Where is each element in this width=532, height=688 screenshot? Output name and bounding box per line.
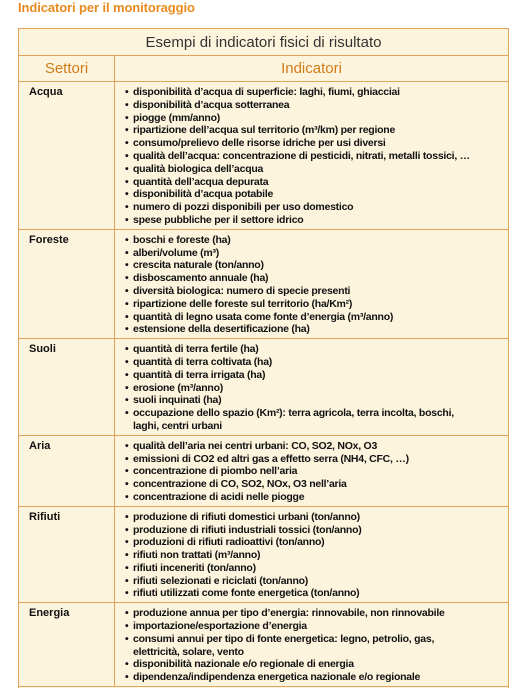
indicator-item: • ripartizione delle foreste sul territorio (ha/Km²) [125,298,508,311]
indicator-item: • emissioni di CO2 ed altri gas a effetto serra (NH4, CFC, …) [125,453,508,466]
indicator-item: • qualità biologica dell’acqua [125,163,508,176]
indicator-item: • disponibilità d’acqua di superficie: laghi, fiumi, ghiacciai [125,86,508,99]
indicator-item: • diversità biologica: numero di specie presenti [125,285,508,298]
indicator-list [115,436,508,506]
sector-label: Acqua [19,82,115,229]
indicator-item: • quantità di terra coltivata (ha) [125,356,508,369]
indicator-list [115,82,508,229]
indicator-item: • boschi e foreste (ha) [125,234,508,247]
indicator-item: • numero di pozzi disponibili per uso domestico [125,201,508,214]
indicator-item: • rifiuti inceneriti (ton/anno) [125,562,508,575]
indicator-list [115,507,508,603]
indicators-table [18,28,509,688]
indicator-item: • disponibilità nazionale e/o regionale di energia [125,658,508,671]
header-sectors: Settori [19,56,115,81]
indicator-item: • occupazione dello spazio (Km²): terra agricola, terra incolta, boschi, laghi, centri urbani [125,407,508,433]
page-title: Indicatori per il monitoraggio [18,0,195,15]
indicator-item: • importazione/esportazione d’energia [125,620,508,633]
indicator-item: • produzione annua per tipo d’energia: rinnovabile, non rinnovabile [125,607,508,620]
table-row [19,82,508,230]
table-row [19,603,508,687]
indicator-item: • produzione di rifiuti domestici urbani (ton/anno) [125,511,508,524]
table-caption: Esempi di indicatori fisici di risultato [19,29,508,56]
indicator-list [115,339,508,435]
indicator-item: • quantità dell’acqua depurata [125,176,508,189]
indicator-item: • produzione di rifiuti industriali tossici (ton/anno) [125,524,508,537]
table-row [19,436,508,507]
indicator-item: • concentrazione di acidi nelle piogge [125,491,508,504]
indicator-item: • consumi annui per tipo di fonte energetica: legno, petrolio, gas, elettricità, solare, vento [125,633,508,659]
indicator-item: • rifiuti utilizzati come fonte energetica (ton/anno) [125,587,508,600]
sector-label: Rifiuti [19,507,115,603]
table-row [19,230,508,339]
indicator-item: • erosione (m³/anno) [125,382,508,395]
indicator-item: • piogge (mm/anno) [125,112,508,125]
table-row [19,507,508,604]
indicator-item: • disponibilità d’acqua sotterranea [125,99,508,112]
indicator-list [115,230,508,338]
indicator-item: • qualità dell’aria nei centri urbani: CO, SO2, NOx, O3 [125,440,508,453]
table-header-row [19,56,508,82]
indicator-item: • crescita naturale (ton/anno) [125,259,508,272]
indicator-item: • consumo/prelievo delle risorse idriche per usi diversi [125,137,508,150]
indicator-item: • quantità di terra fertile (ha) [125,343,508,356]
sector-label: Energia [19,603,115,686]
sector-label: Foreste [19,230,115,338]
indicator-item: • estensione della desertificazione (ha) [125,323,508,336]
indicator-item: • suoli inquinati (ha) [125,394,508,407]
indicator-item: • disboscamento annuale (ha) [125,272,508,285]
table-body [19,82,508,687]
indicator-item: • qualità dell’acqua: concentrazione di pesticidi, nitrati, metalli tossici, … [125,150,508,163]
indicator-item: • concentrazione di piombo nell’aria [125,465,508,478]
sector-label: Suoli [19,339,115,435]
indicator-item: • produzioni di rifiuti radioattivi (ton/anno) [125,536,508,549]
sector-label: Aria [19,436,115,506]
indicator-item: • quantità di terra irrigata (ha) [125,369,508,382]
indicator-item: • ripartizione dell’acqua sul territorio (m³/km) per regione [125,124,508,137]
indicator-item: • quantità di legno usata come fonte d’energia (m³/anno) [125,311,508,324]
header-indicators: Indicatori [281,60,342,77]
table-row [19,339,508,436]
indicator-item: • spese pubbliche per il settore idrico [125,214,508,227]
indicator-list [115,603,508,686]
indicator-item: • rifiuti selezionati e riciclati (ton/anno) [125,575,508,588]
indicator-item: • alberi/volume (m³) [125,247,508,260]
indicator-item: • rifiuti non trattati (m³/anno) [125,549,508,562]
indicator-item: • concentrazione di CO, SO2, NOx, O3 nell’aria [125,478,508,491]
indicator-item: • dipendenza/indipendenza energetica nazionale e/o regionale [125,671,508,684]
indicator-item: • disponibilità d’acqua potabile [125,188,508,201]
